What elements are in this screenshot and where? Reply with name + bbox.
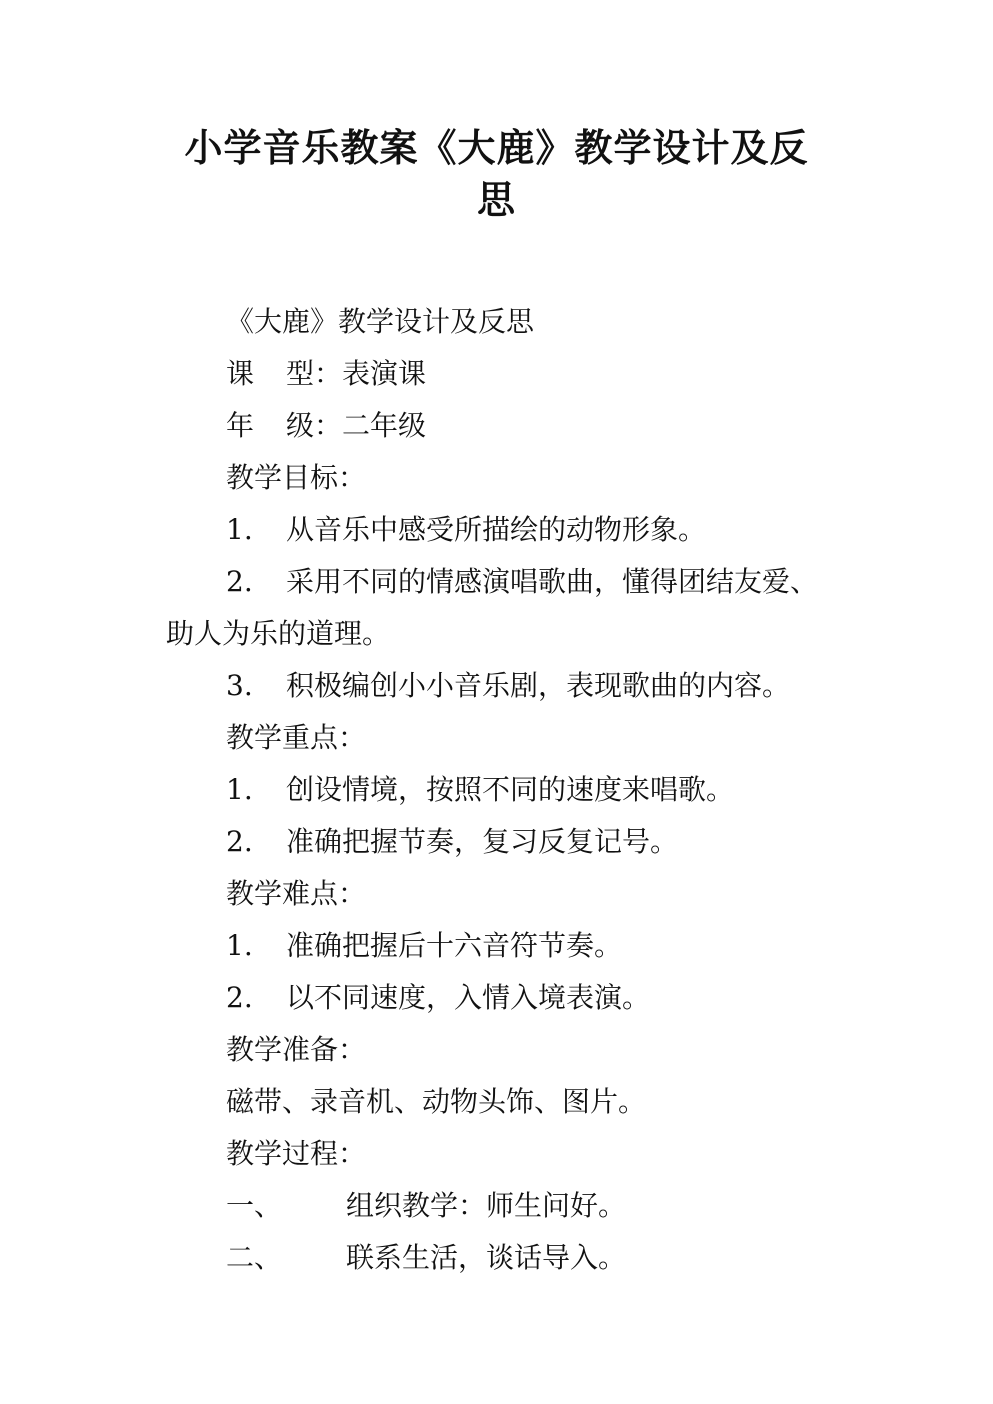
title-line-1: 小学音乐教案《大鹿》教学设计及反 bbox=[184, 126, 809, 170]
difficulty-text: 准确把握后十六音符节奏。 bbox=[286, 929, 623, 962]
grade-row bbox=[166, 400, 866, 452]
grade-label-a: 年 bbox=[226, 409, 255, 442]
process-heading: 教学过程： bbox=[226, 1137, 367, 1170]
objective-text: 采用不同的情感演唱歌曲，懂得团结友爱、 bbox=[286, 565, 819, 598]
objective-text: 从音乐中感受所描绘的动物形象。 bbox=[286, 513, 707, 546]
difficulty-item bbox=[166, 972, 866, 1024]
process-number: 一、 bbox=[226, 1189, 283, 1222]
course-type-label-b: 型： bbox=[286, 357, 343, 390]
document-body bbox=[166, 296, 866, 1284]
difficulty-text: 以不同速度，入情入境表演。 bbox=[286, 981, 651, 1014]
difficulties-heading: 教学难点： bbox=[226, 877, 367, 910]
objective-number: 3. bbox=[226, 669, 253, 702]
course-type-row bbox=[166, 348, 866, 400]
grade-label-b: 级： bbox=[286, 409, 343, 442]
grade-value: 二年级 bbox=[342, 409, 427, 442]
difficulty-item bbox=[166, 920, 866, 972]
process-item bbox=[166, 1232, 866, 1284]
subtitle: 《大鹿》教学设计及反思 bbox=[226, 305, 535, 338]
objective-text: 积极编创小小音乐剧，表现歌曲的内容。 bbox=[286, 669, 791, 702]
preparation-text: 磁带、录音机、动物头饰、图片。 bbox=[226, 1085, 647, 1118]
title-line-2: 思 bbox=[476, 178, 516, 222]
difficulty-number: 1. bbox=[226, 929, 253, 962]
key-point-item bbox=[166, 764, 866, 816]
key-point-number: 1. bbox=[226, 773, 253, 806]
process-text: 联系生活，谈话导入。 bbox=[346, 1241, 627, 1274]
process-item bbox=[166, 1180, 866, 1232]
key-points-heading: 教学重点： bbox=[226, 721, 367, 754]
objective-number: 1. bbox=[226, 513, 253, 546]
process-text: 组织教学：师生问好。 bbox=[346, 1189, 627, 1222]
key-point-number: 2. bbox=[226, 825, 253, 858]
objective-continuation: 助人为乐的道理。 bbox=[166, 617, 391, 650]
preparation-heading: 教学准备： bbox=[226, 1033, 367, 1066]
key-point-text: 准确把握节奏，复习反复记号。 bbox=[286, 825, 679, 858]
key-point-text: 创设情境，按照不同的速度来唱歌。 bbox=[286, 773, 735, 806]
objective-number: 2. bbox=[226, 565, 253, 598]
process-number: 二、 bbox=[226, 1241, 283, 1274]
key-point-item bbox=[166, 816, 866, 868]
document-title bbox=[160, 122, 833, 226]
objectives-heading: 教学目标： bbox=[226, 461, 367, 494]
objective-item bbox=[166, 660, 866, 712]
objective-item bbox=[166, 556, 866, 608]
course-type-label-a: 课 bbox=[226, 357, 255, 390]
objective-item bbox=[166, 504, 866, 556]
course-type-value: 表演课 bbox=[342, 357, 427, 390]
difficulty-number: 2. bbox=[226, 981, 253, 1014]
